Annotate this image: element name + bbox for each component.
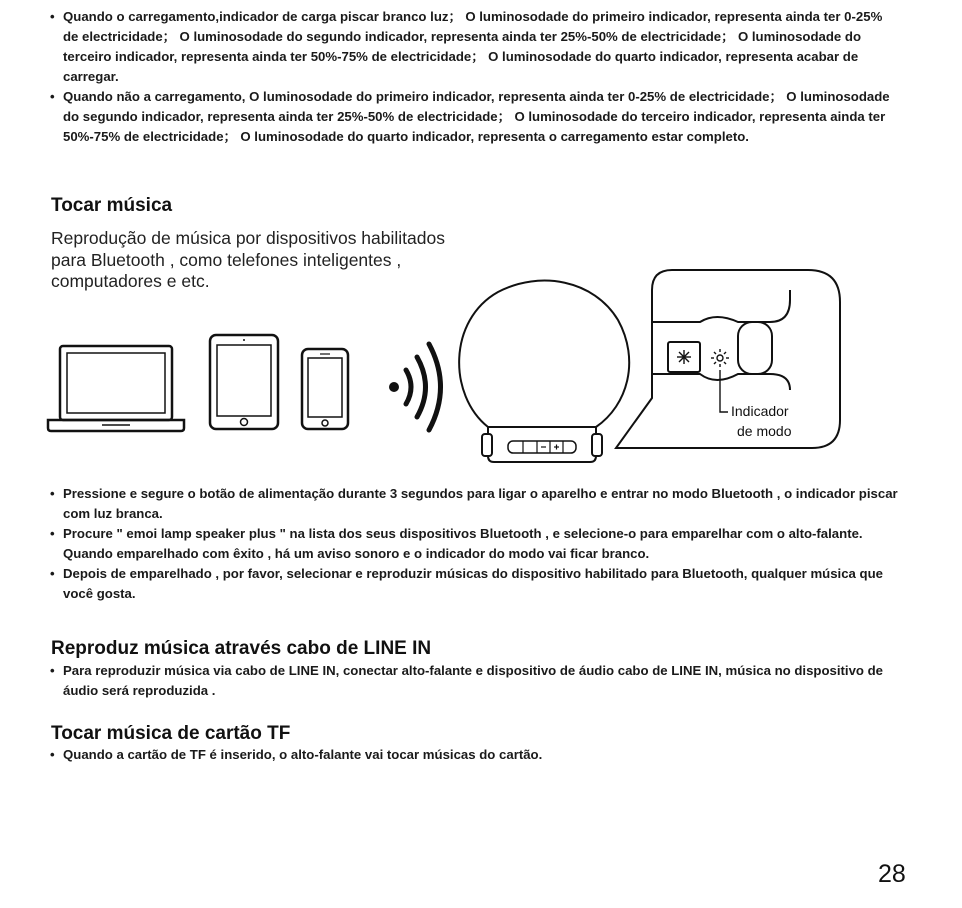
wireless-signal-icon: [389, 344, 441, 430]
callout-label-mode: de modo: [737, 423, 792, 439]
bullet-text: Depois de emparelhado , por favor, selecionar e reproduzir músicas do dispositivo habilitado para Bluetooth, qualquer música que você gosta.: [63, 566, 884, 601]
bullet-line-in: • Para reproduzir música via cabo de LINE IN, conectar alto-falante e dispositivo de áudio cabo de LINE IN, música no dispositivo de áudio será reproduzida .: [50, 663, 884, 698]
bullet-not-charging: • Quando não a carregamento, O luminosodade do primeiro indicador, representa ainda ter 0-25% de electricidade； O luminosodade do segundo indicador, representa ainda ter 25%-50% de electricidade； O luminosodade do terceiro indicador, representa ainda ter 50%-75% de electricidade； O luminosodade do quarto indicador, representa o carregamento estar completo.: [50, 89, 890, 144]
bullet-tf-card: • Quando a cartão de TF é inserido, o alto-falante vai tocar músicas do cartão.: [50, 747, 543, 762]
bullet-pairing: • Procure " emoi lamp speaker plus " na lista dos seus dispositivos Bluetooth , e selecione-o para emparelhar com o alto-falante. Quando emparelhado com êxito , há um aviso sonoro e o indicador do modo vai ficar branco.: [50, 526, 863, 561]
play-music-steps: [50, 484, 900, 604]
tablet-icon: [210, 335, 278, 429]
bullet-power-on: • Pressione e segure o botão de alimentação durante 3 segundos para ligar o aparelho e entrar no modo Bluetooth , o indicador piscar com luz branca.: [50, 486, 898, 521]
zoom-callout: [616, 270, 840, 448]
bullet-text: Quando o carregamento,indicador de carga piscar branco luz； O luminosodade do primeiro indicador, representa ainda ter 0-25% de electricidade； O luminosodade do segundo indicador, representa ainda ter 25%-50% de electricidade； O luminosodade do terceiro indicador, representa ainda ter 50%-75% de electricidade； O luminosodade do quarto indicador, representa acabar de carregar.: [63, 9, 883, 84]
bullet-text: Pressione e segure o botão de alimentação durante 3 segundos para ligar o aparelho e entrar no modo Bluetooth , o indicador piscar com luz branca.: [63, 486, 898, 521]
bullet-text: Procure " emoi lamp speaker plus " na lista dos seus dispositivos Bluetooth , e selecione-o para emparelhar com o alto-falante. Quando emparelhado com êxito , há um aviso sonoro e o indicador do modo vai ficar branco.: [63, 526, 863, 561]
section-title-line-in: Reproduz música através cabo de LINE IN: [51, 638, 432, 659]
page-number: 28: [878, 860, 906, 888]
section-title-play-music: Tocar música: [51, 195, 173, 216]
speaker-lamp-icon: [459, 281, 629, 462]
callout-label-indicator: Indicador: [731, 403, 789, 419]
section-title-tf-card: Tocar música de cartão TF: [51, 723, 291, 744]
line-in-steps: [50, 661, 900, 701]
laptop-icon: [48, 346, 184, 431]
bullet-playback: • Depois de emparelhado , por favor, selecionar e reproduzir músicas do dispositivo habilitado para Bluetooth, qualquer música que você gosta.: [50, 566, 884, 601]
bullet-charging: • Quando o carregamento,indicador de carga piscar branco luz； O luminosodade do primeiro indicador, representa ainda ter 0-25% de electricidade； O luminosodade do segundo indicador, representa ainda ter 25%-50% de electricidade； O luminosodade do terceiro indicador, representa ainda ter 50%-75% de electricidade； O luminosodade do quarto indicador, representa acabar de carregar.: [50, 9, 883, 84]
play-music-intro: Reprodução de música por dispositivos habilitados para Bluetooth , como telefones inteligentes , computadores e etc.: [51, 228, 445, 291]
bullet-text: Quando a cartão de TF é inserido, o alto-falante vai tocar músicas do cartão.: [63, 747, 543, 762]
bullet-text: Para reproduzir música via cabo de LINE IN, conectar alto-falante e dispositivo de áudio cabo de LINE IN, música no dispositivo de áudio será reproduzida .: [63, 663, 884, 698]
tf-card-steps: [50, 745, 900, 765]
bullet-text: Quando não a carregamento, O luminosodade do primeiro indicador, representa ainda ter 0-25% de electricidade； O luminosodade do segundo indicador, representa ainda ter 25%-50% de electricidade； O luminosodade do terceiro indicador, representa ainda ter 50%-75% de electricidade； O luminosodade do quarto indicador, representa o carregamento estar completo.: [63, 89, 890, 144]
smartphone-icon: [302, 349, 348, 429]
